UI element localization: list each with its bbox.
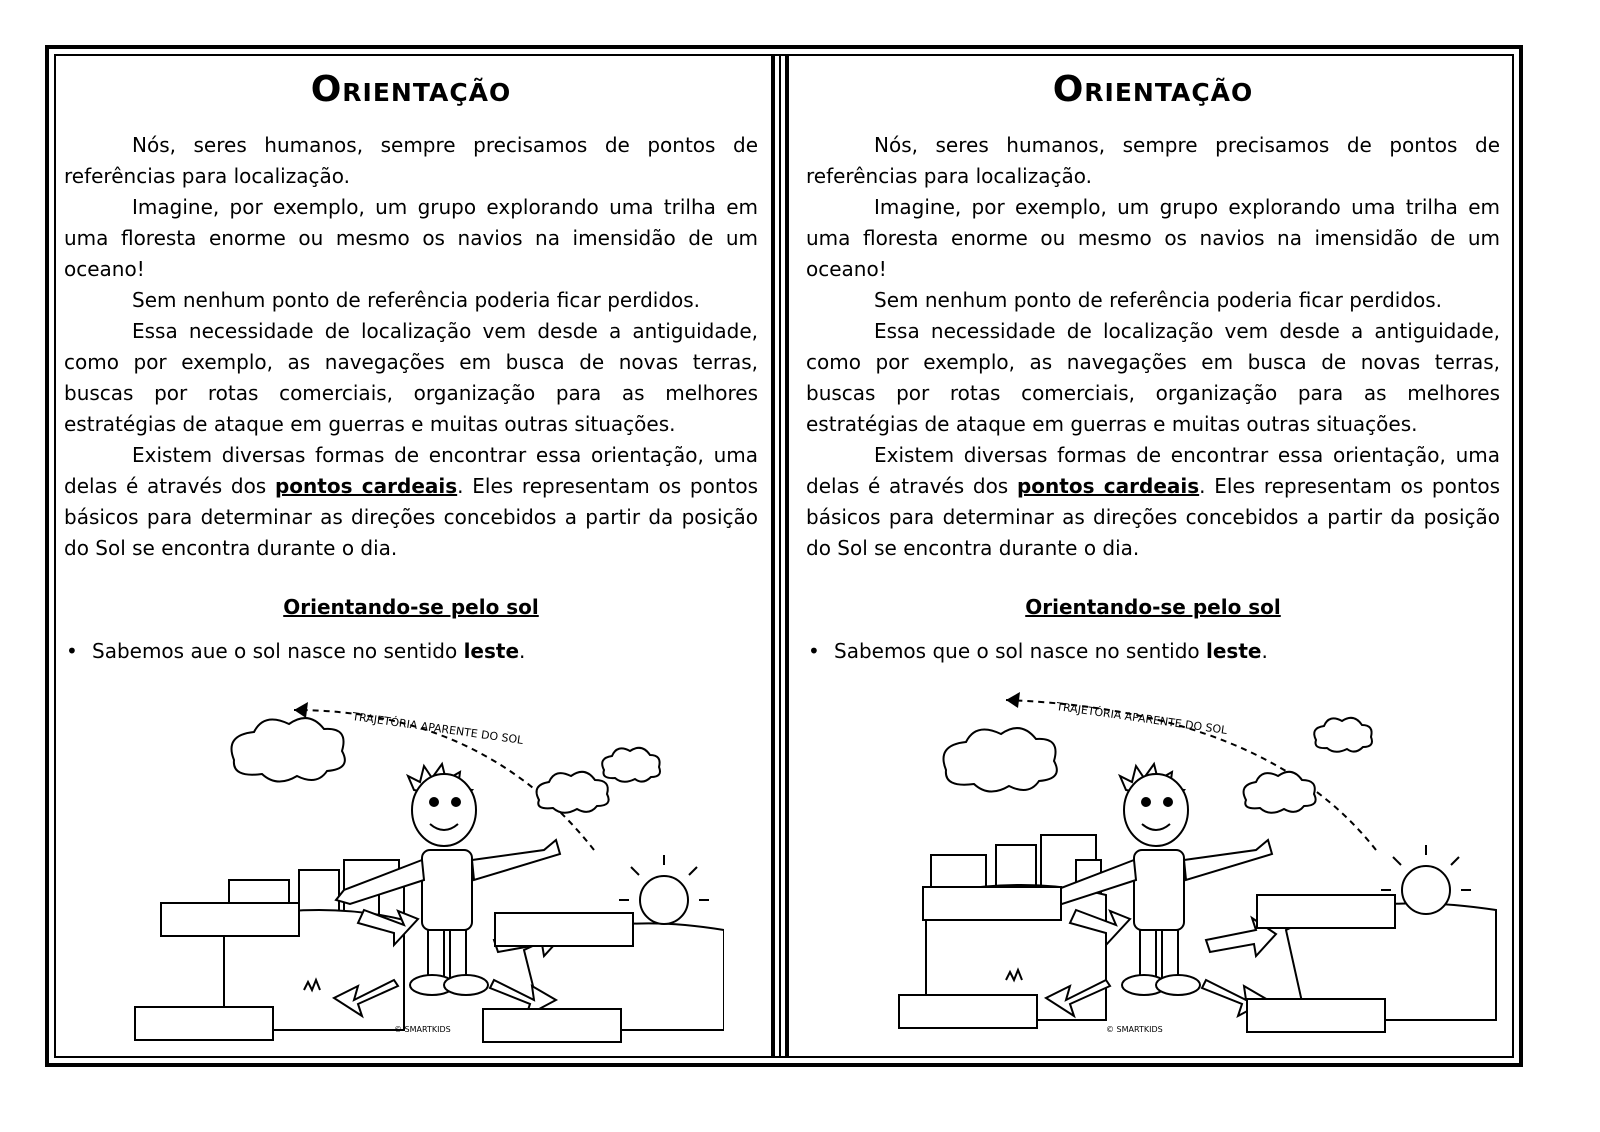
worksheet-title: Orientação	[1052, 69, 1254, 110]
center-divider-right	[785, 56, 789, 1056]
paragraph: Sem nenhum ponto de referência poderia ficar perdidos.	[874, 288, 1443, 312]
sun-orientation-illustration	[124, 690, 724, 1050]
paragraph-text: Existem diversas formas de encontrar essa orientação, uma delas é através dos	[64, 443, 758, 498]
arc-arrowhead	[294, 702, 308, 718]
paragraph: Sem nenhum ponto de referência poderia ficar perdidos.	[132, 288, 701, 312]
center-divider-thin	[779, 56, 781, 1056]
image-credit: © SMARTKIDS	[394, 1025, 451, 1034]
worksheet-title: Orientação	[310, 69, 512, 110]
section-subtitle: Orientando-se pelo sol	[1025, 595, 1281, 619]
paragraph-text: . Eles representam os pontos básicos para determinar as direções concebidos a partir da posição do Sol se encontra durante o dia.	[806, 474, 1500, 560]
paragraph: Imagine, por exemplo, um grupo explorando uma trilha em uma floresta enorme ou mesmo os navios na imensidão de um oceano!	[806, 195, 1500, 281]
worksheet-right	[806, 60, 1500, 1050]
bullet-item	[64, 636, 758, 666]
center-divider	[771, 56, 775, 1056]
answer-box-south-west[interactable]	[898, 994, 1038, 1029]
paragraph	[64, 440, 758, 564]
sun-icon	[640, 876, 688, 924]
answer-box-west[interactable]	[160, 902, 300, 937]
image-credit: © SMARTKIDS	[1106, 1025, 1163, 1034]
paragraph	[806, 440, 1500, 564]
answer-box-west[interactable]	[922, 886, 1062, 921]
bullet-end: .	[1261, 639, 1268, 663]
bullet-end: .	[519, 639, 526, 663]
answer-box-east[interactable]	[494, 912, 634, 947]
sun-icon	[1402, 866, 1450, 914]
worksheet-body	[64, 130, 758, 564]
bullet-item	[806, 636, 1500, 666]
paragraph: Imagine, por exemplo, um grupo explorando uma trilha em uma floresta enorme ou mesmo os navios na imensidão de um oceano!	[64, 195, 758, 281]
keyword-pontos-cardeais: pontos cardeais	[274, 474, 458, 498]
cloud	[232, 718, 345, 781]
bullet-text: Sabemos aue o sol nasce no sentido	[92, 639, 464, 663]
answer-box-south-east[interactable]	[482, 1008, 622, 1043]
paragraph: Essa necessidade de localização vem desde a antiguidade, como por exemplo, as navegações em busca de novas terras, buscas por rotas comerciais, organização para as melhores estratégias de ataque em guerras e muitas outras situações.	[806, 319, 1500, 436]
paragraph: Nós, seres humanos, sempre precisamos de pontos de referências para localização.	[806, 133, 1500, 188]
worksheet-left	[64, 60, 758, 1050]
bullet-bold: leste	[1206, 639, 1262, 663]
worksheet-body	[806, 130, 1500, 564]
bullet-text: Sabemos que o sol nasce no sentido	[834, 639, 1207, 663]
paragraph: Nós, seres humanos, sempre precisamos de pontos de referências para localização.	[64, 133, 758, 188]
cloud	[537, 772, 609, 813]
answer-box-east[interactable]	[1256, 894, 1396, 929]
cloud	[1244, 772, 1316, 813]
cloud	[944, 728, 1057, 791]
section-subtitle: Orientando-se pelo sol	[283, 595, 539, 619]
paragraph-text: . Eles representam os pontos básicos para determinar as direções concebidos a partir da posição do Sol se encontra durante o dia.	[64, 474, 758, 560]
arc-arrowhead	[1006, 692, 1020, 708]
cloud	[602, 748, 660, 782]
paragraph-text: Existem diversas formas de encontrar essa orientação, uma delas é através dos	[806, 443, 1500, 498]
arc-label: TRAJETÓRIA APARENTE DO SOL	[1055, 700, 1229, 737]
cloud	[1314, 718, 1372, 752]
answer-box-south-west[interactable]	[134, 1006, 274, 1041]
arc-label: TRAJETÓRIA APARENTE DO SOL	[351, 710, 525, 747]
bullet-bold: leste	[463, 639, 520, 663]
keyword-pontos-cardeais: pontos cardeais	[1016, 474, 1200, 498]
answer-box-south-east[interactable]	[1246, 998, 1386, 1033]
paragraph: Essa necessidade de localização vem desde a antiguidade, como por exemplo, as navegações em busca de novas terras, buscas por rotas comerciais, organização para as melhores estratégias de ataque em guerras e muitas outras situações.	[64, 319, 758, 436]
